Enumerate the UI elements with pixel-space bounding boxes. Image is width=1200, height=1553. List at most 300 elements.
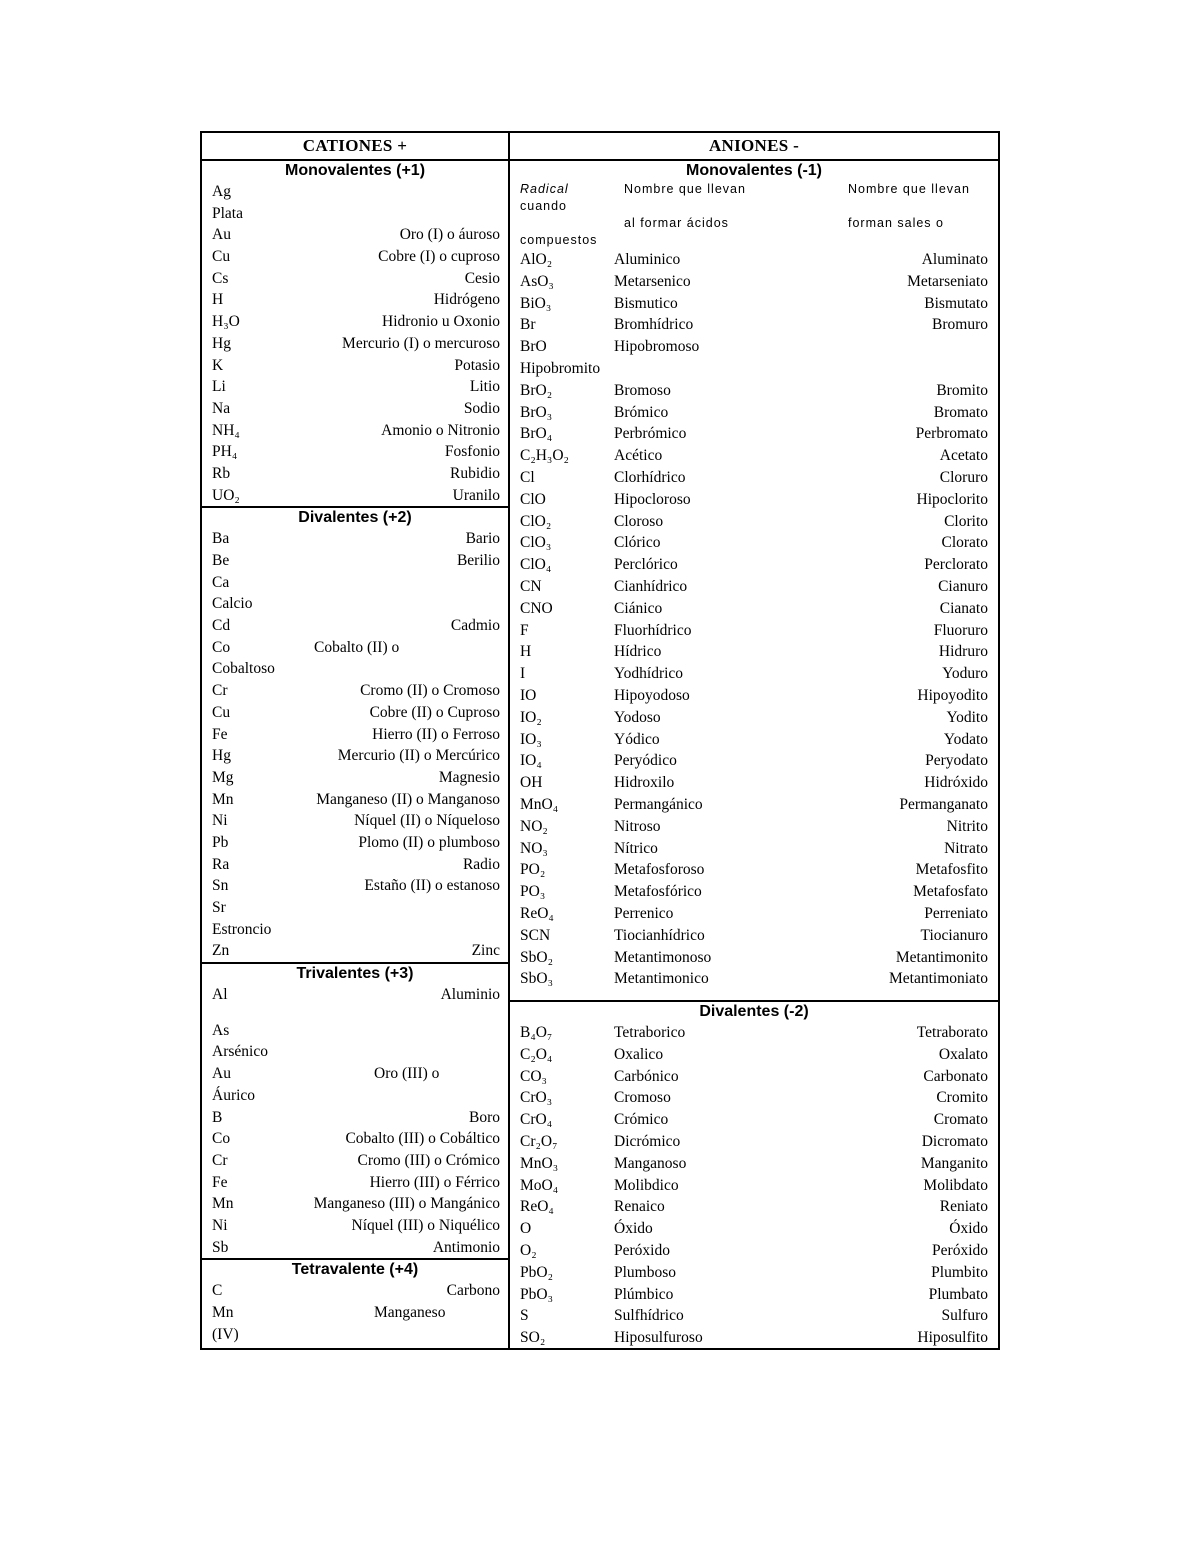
cation-formula: Mg (212, 768, 234, 786)
anion-radical: Br (520, 316, 536, 334)
anion-row (510, 1175, 998, 1197)
anion-acid-name: Perbrómico (614, 425, 687, 443)
anion-radical: ReO₄ (520, 1198, 554, 1216)
anion-salt-name: Hiposulfito (917, 1329, 988, 1347)
anion-row (510, 1218, 998, 1240)
cation-row (202, 1215, 508, 1237)
cation-row (202, 246, 508, 268)
cation-name: Cromo (II) o Cromoso (360, 682, 500, 700)
cationes-column (202, 133, 508, 1348)
cation-name: Plomo (II) o plumboso (358, 833, 500, 851)
cation-name: Bario (465, 530, 500, 548)
cation-formula: Sr (212, 899, 226, 916)
cation-formula: Ni (212, 812, 228, 830)
anion-acid-name: Hídrico (614, 643, 662, 661)
cation-formula: Sb (212, 1238, 229, 1256)
anion-acid-name: Tetraborico (614, 1024, 686, 1042)
anion-row (510, 380, 998, 402)
anion-radical: NO₃ (520, 839, 548, 857)
cation-formula: PH₄ (212, 443, 238, 461)
cation-row (202, 1006, 508, 1020)
anion-row (510, 489, 998, 511)
anion-row (510, 968, 998, 990)
anion-row (510, 794, 998, 816)
cation-row (202, 875, 508, 897)
cation-name: Aluminio (440, 986, 500, 1004)
anion-acid-name: Sulfhídrico (614, 1307, 684, 1325)
anion-radical: IO (520, 686, 537, 704)
anion-row (510, 511, 998, 533)
aniones-column (510, 133, 998, 1348)
anion-radical: IO₄ (520, 752, 542, 770)
anion-salt-name: Plumbito (931, 1263, 988, 1281)
anion-salt-name: Bromito (936, 381, 988, 399)
anion-radical: PbO₃ (520, 1285, 553, 1303)
cation-formula: Au (212, 1065, 231, 1083)
cation-formula: Pb (212, 833, 229, 851)
anion-radical: BrO₂ (520, 381, 553, 399)
anion-row (510, 903, 998, 925)
anion-radical: BrO₄ (520, 425, 553, 443)
cation-name: Amonio o Nitronio (381, 421, 500, 439)
anion-acid-name: Plumboso (614, 1263, 677, 1281)
anion-radical: I (520, 665, 526, 683)
cation-row (202, 789, 508, 811)
anion-radical: MoO₄ (520, 1176, 559, 1194)
cation-formula: Cd (212, 617, 231, 635)
cation-row (202, 810, 508, 832)
anion-salt-name: Cromito (936, 1089, 988, 1107)
cation-row (202, 1237, 508, 1259)
anion-radical: AsO₃ (520, 272, 554, 290)
cation-row (202, 376, 508, 398)
cation-section (202, 161, 508, 506)
anion-row (510, 532, 998, 554)
cation-row (202, 1041, 508, 1063)
cation-name: Estaño (II) o estanoso (364, 877, 500, 895)
anion-row (510, 1087, 998, 1109)
anion-salt-name: Óxido (949, 1220, 988, 1238)
cation-formula: Cu (212, 703, 231, 721)
cation-row (202, 1085, 508, 1107)
anion-salt-name: Metantimonito (895, 948, 988, 966)
anion-acid-name: Crómico (614, 1111, 669, 1129)
cation-formula: Be (212, 552, 230, 569)
cation-row (202, 680, 508, 702)
cation-row (202, 615, 508, 637)
cation-name: Fosfonio (444, 443, 500, 461)
anion-acid-name: Nítrico (614, 839, 658, 857)
cation-name: Cesio (464, 269, 500, 287)
cation-formula: Co (212, 1130, 231, 1148)
cation-row (202, 940, 508, 962)
cation-name: Antimonio (432, 1238, 500, 1256)
anion-row (510, 314, 998, 336)
cation-name: Hierro (III) o Férrico (369, 1173, 500, 1191)
cation-row (202, 1172, 508, 1194)
anion-radical: ReO₄ (520, 904, 554, 922)
cation-name: Oro (III) o (374, 1065, 440, 1083)
cation-section (202, 1258, 508, 1345)
anion-salt-name: Molibdato (923, 1176, 988, 1194)
anion-salt-name: Yoduro (942, 665, 988, 683)
anion-acid-name: Hidroxilo (614, 774, 675, 792)
anion-radical: Hipobromito (520, 359, 601, 377)
anion-radical: SO₂ (520, 1329, 546, 1347)
anion-salt-name: Permanganato (899, 795, 988, 813)
cation-row (202, 854, 508, 876)
anion-radical: CN (520, 577, 542, 595)
anion-radical: AlO₂ (520, 251, 553, 268)
anion-row (510, 881, 998, 903)
anion-salt-name: Tiocianuro (920, 926, 988, 944)
anion-radical: Cr₂O₇ (520, 1133, 558, 1151)
anion-row (510, 402, 998, 424)
anion-row (510, 1153, 998, 1175)
anion-row (510, 729, 998, 751)
aniones-column-headings (510, 181, 998, 249)
cation-formula: (IV) (212, 1325, 239, 1343)
anion-row (510, 1196, 998, 1218)
anion-row (510, 358, 998, 380)
cation-row (202, 897, 508, 919)
anion-radical: SbO₃ (520, 970, 553, 988)
anion-acid-name: Yodoso (614, 708, 661, 726)
cation-row (202, 550, 508, 572)
anion-salt-name: Cianuro (938, 577, 988, 595)
anion-radical: ClO₄ (520, 556, 552, 574)
anion-row (510, 1305, 998, 1327)
cation-formula: Cr (212, 1151, 228, 1169)
cation-formula: Cu (212, 248, 231, 266)
anion-acid-name: Peryódico (614, 752, 677, 770)
anion-salt-name: Fluoruro (933, 621, 988, 639)
cation-name: Mercurio (II) o Mercúrico (337, 747, 500, 765)
anion-row (510, 423, 998, 445)
anion-salt-name: Manganito (920, 1154, 988, 1172)
cation-row (202, 463, 508, 485)
anion-row (510, 1066, 998, 1088)
anion-acid-name: Tiocianhídrico (614, 926, 705, 944)
anion-row (510, 336, 998, 358)
cation-formula: Mn (212, 1195, 234, 1213)
anion-salt-name: Metantimoniato (888, 970, 988, 988)
anion-radical: H (520, 643, 532, 661)
cation-row (202, 203, 508, 225)
anion-salt-name: Reniato (939, 1198, 988, 1216)
anion-row (510, 293, 998, 315)
anion-row (510, 685, 998, 707)
cation-row (202, 1324, 508, 1346)
anion-acid-name: Fluorhídrico (614, 621, 692, 639)
anion-row (510, 925, 998, 947)
anion-salt-name: Yodito (946, 708, 988, 726)
anion-salt-name: Sulfuro (941, 1307, 988, 1325)
cation-formula: Ra (212, 855, 230, 873)
anion-row (510, 641, 998, 663)
anion-acid-name: Cromoso (614, 1089, 671, 1107)
cation-formula: NH₄ (212, 421, 240, 439)
cation-row (202, 767, 508, 789)
cation-name: Berilio (456, 552, 500, 569)
anion-row (510, 838, 998, 860)
anion-acid-name: Molibdico (614, 1176, 679, 1194)
cation-formula: H₃O (212, 313, 240, 331)
anion-salt-name: Dicromato (921, 1133, 988, 1151)
anion-acid-name: Bismutico (614, 294, 678, 312)
anion-salt-name: Nitrato (944, 839, 988, 857)
anion-acid-name: Metafosforoso (614, 861, 705, 879)
anion-radical: ClO (520, 490, 546, 508)
anion-row (510, 772, 998, 794)
cation-formula: Ca (212, 573, 230, 591)
cation-section (202, 506, 508, 962)
anion-acid-name: Clorhídrico (614, 468, 686, 486)
cation-name: Níquel (II) o Níqueloso (354, 812, 500, 830)
anion-radical: PbO₂ (520, 1263, 553, 1281)
anion-salt-name: Perbromato (915, 425, 988, 443)
anion-row (510, 663, 998, 685)
cation-row (202, 181, 508, 203)
heading-nombre-acido: Nombre que llevan (624, 182, 746, 196)
anion-radical: IO₂ (520, 708, 542, 726)
heading-al-formar: al formar ácidos (624, 216, 729, 230)
cation-name: Cobalto (III) o Cobáltico (345, 1130, 500, 1148)
cation-row (202, 485, 508, 507)
cation-name: Uranilo (452, 486, 500, 504)
anion-salt-name: Nitrito (946, 817, 988, 835)
anion-salt-name: Clorito (944, 512, 988, 530)
cation-formula: Al (212, 986, 228, 1004)
anion-radical: MnO₄ (520, 795, 559, 813)
cation-section-title: Divalentes (+2) (298, 509, 412, 527)
anion-row (510, 1109, 998, 1131)
aniones-monovalentes-title: Monovalentes (-1) (685, 162, 822, 179)
cation-formula: Au (212, 226, 231, 244)
anion-salt-name: Tetraborato (916, 1024, 988, 1042)
anion-row (510, 554, 998, 576)
cation-formula: As (212, 1021, 230, 1039)
aniones-divalentes-list (510, 1022, 998, 1349)
aniones-divalentes-section (510, 1000, 998, 1349)
cationes-sections (202, 161, 508, 1345)
cation-row (202, 702, 508, 724)
anion-row (510, 576, 998, 598)
anion-salt-name: Acetato (939, 447, 988, 465)
cation-formula: Hg (212, 334, 231, 352)
anion-row (510, 271, 998, 293)
cation-formula: UO₂ (212, 486, 240, 504)
anion-acid-name: Clórico (614, 534, 661, 552)
cation-formula: K (212, 356, 224, 374)
anion-acid-name: Permangánico (614, 795, 703, 813)
anion-radical: S (520, 1307, 529, 1325)
anion-salt-name: Bromato (933, 403, 988, 421)
anion-salt-name: Perreniato (924, 904, 988, 922)
cation-row (202, 745, 508, 767)
anion-row (510, 1044, 998, 1066)
anion-row (510, 467, 998, 489)
anion-salt-name: Hipoyodito (917, 686, 988, 704)
anion-salt-name: Cianato (939, 599, 988, 617)
anion-radical: CrO₃ (520, 1089, 553, 1107)
anion-radical: BrO₃ (520, 403, 553, 421)
cationes-header: CATIONES + (202, 133, 508, 161)
cation-formula: Ag (212, 183, 231, 200)
anion-salt-name: Hipoclorito (916, 490, 988, 508)
anion-acid-name: Acético (614, 447, 663, 465)
cation-row (202, 1063, 508, 1085)
cation-row (202, 1280, 508, 1302)
cation-formula: Hg (212, 747, 231, 765)
cation-name: Radio (462, 855, 500, 873)
anion-radical: PO₃ (520, 883, 546, 901)
anion-acid-name: Metafosfórico (614, 883, 702, 901)
cation-name: Hidronio u Oxonio (382, 313, 500, 331)
cation-row (202, 1193, 508, 1215)
cation-row (202, 1107, 508, 1129)
anion-acid-name: Carbónico (614, 1067, 679, 1085)
cation-formula: Cobaltoso (212, 660, 275, 678)
aniones-divalentes-title: Divalentes (-2) (699, 1003, 809, 1021)
anion-acid-name: Yódico (614, 730, 660, 748)
anion-salt-name: Hidróxido (924, 774, 988, 792)
anion-radical: CNO (520, 599, 553, 617)
cation-row (202, 919, 508, 941)
cation-row (202, 1150, 508, 1172)
anion-salt-name: Cloruro (939, 468, 988, 486)
cation-formula: Sn (212, 877, 229, 895)
cation-section-title: Monovalentes (+1) (284, 162, 426, 179)
cation-row (202, 572, 508, 594)
anion-radical: ClO₃ (520, 534, 552, 552)
cation-formula: Zn (212, 942, 230, 960)
ions-table (200, 131, 1000, 1350)
anion-salt-name: Peryodato (925, 752, 988, 770)
cation-name: Magnesio (438, 768, 500, 786)
anion-radical: NO₂ (520, 817, 548, 835)
anion-salt-name: Yodato (943, 730, 988, 748)
anion-acid-name: Aluminico (614, 251, 681, 268)
anion-radical: C₂H₃O₂ (520, 447, 569, 465)
cation-formula: Cr (212, 682, 228, 700)
anion-acid-name: Bromhídrico (614, 316, 694, 334)
cation-name: Níquel (III) o Niquélico (351, 1216, 500, 1234)
anion-acid-name: Ciánico (614, 599, 663, 617)
anion-acid-name: Oxalico (614, 1045, 664, 1063)
anion-acid-name: Perrenico (614, 904, 674, 922)
cation-row (202, 1020, 508, 1042)
cation-row (202, 311, 508, 333)
anion-acid-name: Hiposulfuroso (614, 1329, 703, 1347)
cation-name: Manganeso (III) o Mangánico (313, 1195, 500, 1213)
anion-radical: SbO₂ (520, 948, 553, 966)
anion-radical: BrO (520, 338, 547, 356)
cation-row (202, 420, 508, 442)
heading-forman-sales: forman sales o (848, 216, 944, 230)
cation-formula: Na (212, 399, 231, 417)
anion-acid-name: Plúmbico (614, 1285, 674, 1303)
cation-formula: Áurico (212, 1086, 256, 1104)
cation-formula: H (212, 291, 224, 309)
anion-salt-name: Carbonato (923, 1067, 988, 1085)
aniones-monovalentes-list (510, 249, 998, 990)
anion-salt-name: Oxalato (938, 1045, 988, 1063)
cation-section-title: Trivalentes (+3) (296, 965, 414, 983)
anion-salt-name: Metarseniato (907, 272, 988, 290)
anion-salt-name: Peróxido (932, 1242, 988, 1260)
cation-row (202, 268, 508, 290)
cation-row (202, 593, 508, 615)
aniones-header: ANIONES - (510, 133, 998, 161)
anion-row (510, 750, 998, 772)
anion-salt-name: Metafosfato (913, 883, 988, 901)
anion-row (510, 620, 998, 642)
anion-salt-name: Hidruro (938, 643, 988, 661)
anion-radical: F (520, 621, 529, 639)
cation-row (202, 333, 508, 355)
anion-row (510, 445, 998, 467)
cation-row (202, 1128, 508, 1150)
cation-name: Mercurio (I) o mercuroso (342, 334, 500, 352)
cation-row (202, 528, 508, 550)
heading-nombre-sal: Nombre que llevan (848, 182, 970, 196)
cation-formula: Estroncio (212, 920, 272, 938)
anion-radical: C₂O₄ (520, 1045, 553, 1063)
anion-salt-name: Plumbato (928, 1285, 988, 1303)
anion-acid-name: Metantimonoso (614, 948, 712, 966)
anion-salt-name: Clorato (941, 534, 988, 552)
anion-acid-name: Bromoso (614, 381, 671, 399)
cation-row (202, 224, 508, 246)
cation-section-title: Tetravalente (+4) (291, 1261, 419, 1279)
anion-acid-name: Hipocloroso (614, 490, 691, 508)
cation-formula: Calcio (212, 595, 253, 613)
anion-row (510, 707, 998, 729)
cation-row (202, 724, 508, 746)
cation-formula: Arsénico (212, 1043, 268, 1061)
cation-name: Litio (469, 378, 500, 396)
anion-acid-name: Peróxido (614, 1242, 670, 1260)
cation-name: Cromo (III) o Crómico (357, 1151, 500, 1169)
cation-name: Rubidio (450, 464, 500, 482)
anion-radical: ClO₂ (520, 512, 552, 530)
cation-section (202, 962, 508, 1258)
cation-name: Manganeso (II) o Manganoso (316, 790, 500, 808)
anion-row (510, 816, 998, 838)
cation-formula: B (212, 1108, 223, 1126)
anion-row (510, 1022, 998, 1044)
cation-formula: C (212, 1282, 223, 1300)
anion-acid-name: Perclórico (614, 556, 678, 574)
anion-salt-name: Aluminato (921, 251, 988, 268)
cation-name: Sodio (463, 399, 500, 417)
anion-row (510, 598, 998, 620)
cation-row (202, 1302, 508, 1324)
cation-name: Cadmio (450, 617, 500, 635)
cation-formula: Cs (212, 269, 229, 287)
cation-formula: Rb (212, 464, 231, 482)
cation-row (202, 658, 508, 680)
anion-acid-name: Renaico (614, 1198, 665, 1216)
anion-acid-name: Manganoso (614, 1154, 687, 1172)
anion-row (510, 1240, 998, 1262)
anion-radical: CO₃ (520, 1067, 547, 1085)
anion-acid-name: Hipoyodoso (614, 686, 690, 704)
cation-formula: Co (212, 638, 231, 656)
heading-compuestos: compuestos (520, 233, 598, 247)
cation-formula: Li (212, 378, 226, 396)
